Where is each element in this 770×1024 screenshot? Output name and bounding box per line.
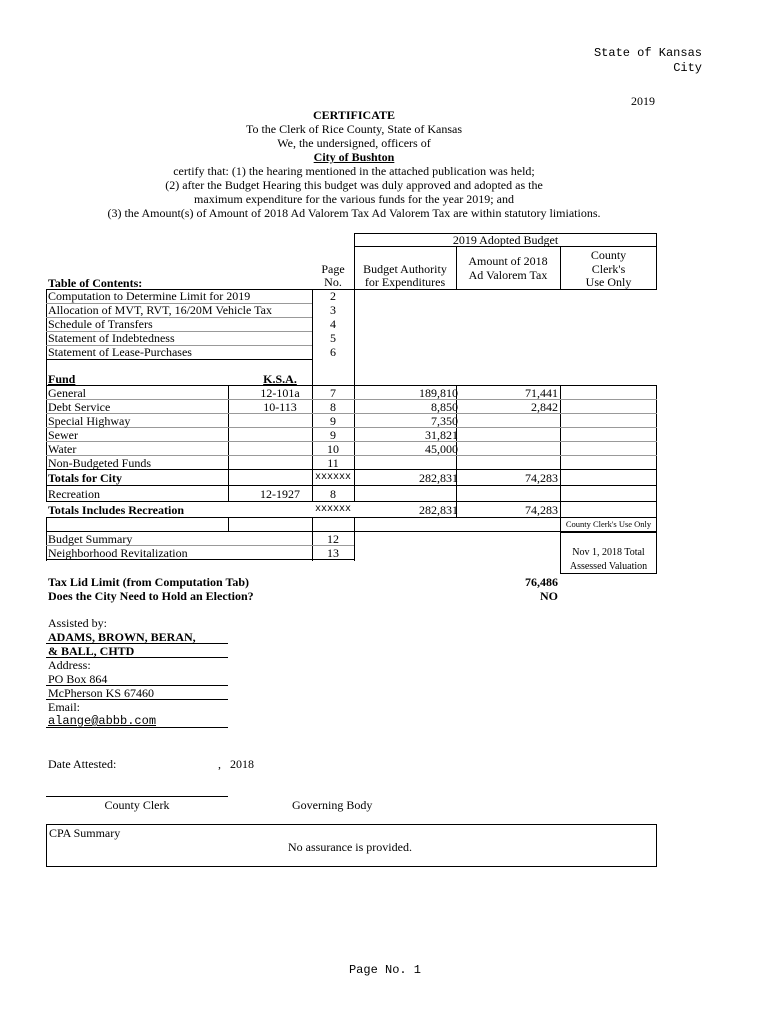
page-no-header-2: No. <box>324 275 342 289</box>
recreation-row: Recreation 12-1927 8 <box>48 487 336 501</box>
tax-lid-value: 76,486 <box>525 575 558 589</box>
fund-row: Non-Budgeted Funds 11 <box>48 456 339 470</box>
assisted-label: Assisted by: <box>48 616 108 630</box>
clerk-header-3: Use Only <box>585 275 632 289</box>
date-attested-comma: , <box>218 757 221 771</box>
firm-line-2: & BALL, CHTD <box>48 644 135 658</box>
adopted-budget-header: 2019 Adopted Budget <box>452 233 559 247</box>
firm-line-1: ADAMS, BROWN, BERAN, <box>48 630 196 644</box>
summary-row: Neighborhood Revitalization 13 <box>48 546 339 560</box>
certificate-line-5: maximum expenditure for the various funds for the year 2019; and <box>194 192 514 206</box>
page-number: Page No. 1 <box>348 963 421 977</box>
contents-row: Schedule of Transfers 4 <box>48 317 336 331</box>
city-line: City <box>673 61 702 75</box>
certificate-line-2: We, the undersigned, officers of <box>277 136 431 150</box>
county-clerk-label: County Clerk <box>104 798 170 812</box>
address-line-2: McPherson KS 67460 <box>48 686 155 700</box>
contents-row: Computation to Determine Limit for 2019 2 <box>48 289 336 303</box>
valuation-line-1: Nov 1, 2018 Total <box>572 547 645 558</box>
email-link[interactable]: alange@abbb.com <box>48 714 157 728</box>
contents-row: Statement of Lease-Purchases 6 <box>48 345 336 359</box>
election-label: Does the City Need to Hold an Election? <box>48 589 254 603</box>
fund-row: General 12-101a 7 189,810 71,441 <box>48 386 558 400</box>
county-clerk-signature-line <box>46 796 228 797</box>
fund-row: Sewer 9 31,821 <box>48 428 458 442</box>
governing-body-label: Governing Body <box>292 798 373 812</box>
address-line-1: PO Box 864 <box>48 672 108 686</box>
tax-lid-label: Tax Lid Limit (from Computation Tab) <box>48 575 250 589</box>
fund-header-row <box>48 372 658 386</box>
email-label: Email: <box>48 700 80 714</box>
certificate-line-4: (2) after the Budget Hearing this budget was duly approved and adopted as the <box>165 178 543 192</box>
summary-row: Budget Summary 12 <box>48 532 339 546</box>
contents-heading: Table of Contents: <box>48 276 143 290</box>
date-attested-year: 2018 <box>230 757 254 771</box>
city-name: City of Bushton <box>313 150 395 164</box>
valuation-line-2: Assessed Valuation <box>569 561 648 572</box>
totals-recreation-row: Totals Includes Recreation xxxxxx 282,831 74,283 <box>48 503 558 517</box>
state-line: State of Kansas <box>593 46 702 60</box>
ksa-heading: K.S.A. <box>263 372 297 386</box>
page-no-header-1: Page <box>321 262 345 276</box>
fund-row: Debt Service 10-113 8 8,850 2,842 <box>48 400 558 414</box>
fund-row: Special Highway 9 7,350 <box>48 414 458 428</box>
clerk-header-1: County <box>590 248 627 262</box>
amount-tax-header-2: Ad Valorem Tax <box>468 268 548 282</box>
cpa-summary-text: No assurance is provided. <box>288 840 412 854</box>
fund-row: Water 10 45,000 <box>48 442 458 456</box>
budget-authority-header-2: for Expenditures <box>364 275 446 289</box>
certificate-line-6: (3) the Amount(s) of Amount of 2018 Ad Valorem Tax Ad Valorem Tax are within statutory limiations. <box>107 206 601 220</box>
election-value: NO <box>540 589 558 603</box>
county-clerk-use-label: County Clerk's Use Only <box>565 519 652 529</box>
address-label: Address: <box>48 658 91 672</box>
budget-authority-header-1: Budget Authority <box>363 262 447 276</box>
contents-row: Statement of Indebtedness 5 <box>48 331 336 345</box>
certificate-line-1: To the Clerk of Rice County, State of Kansas <box>245 122 462 136</box>
fund-heading: Fund <box>48 372 76 386</box>
contents-row: Allocation of MVT, RVT, 16/20M Vehicle Tax 3 <box>48 303 336 317</box>
budget-year: 2019 <box>631 94 655 108</box>
certificate-title: CERTIFICATE <box>312 108 396 122</box>
clerk-header-2: Clerk's <box>591 262 626 276</box>
cpa-summary-label: CPA Summary <box>49 826 121 840</box>
totals-city-row: Totals for City xxxxxx 282,831 74,283 <box>48 471 558 485</box>
date-attested-label: Date Attested: <box>48 757 117 771</box>
certificate-line-3: certify that: (1) the hearing mentioned in the attached publication was held; <box>173 164 535 178</box>
amount-tax-header-1: Amount of 2018 <box>468 254 548 268</box>
